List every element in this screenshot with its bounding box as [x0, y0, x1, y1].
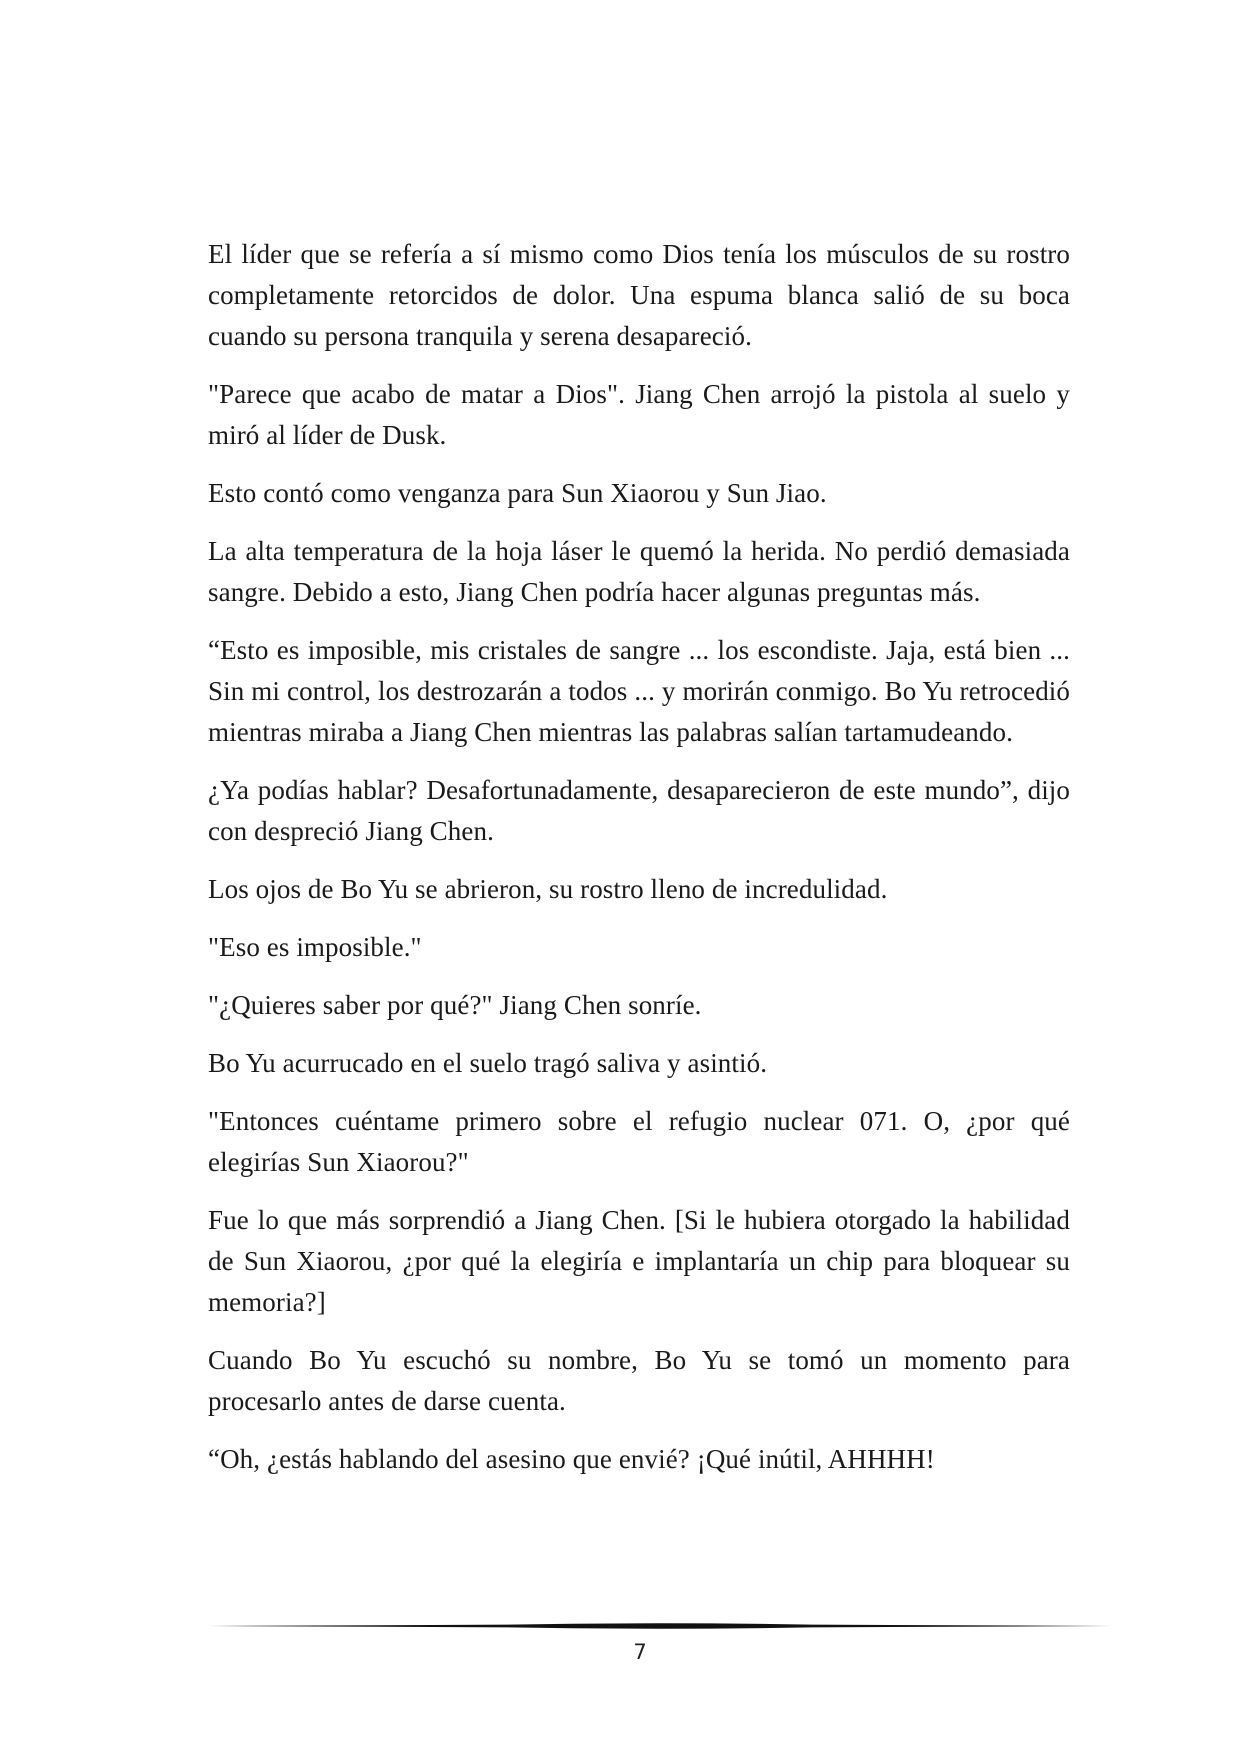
paragraph: “Esto es imposible, mis cristales de sangre ... los escondiste. Jaja, está bien ... Sin mi control, los destrozarán a todos ... y morirán conmigo. Bo Yu retrocedió mientras miraba a Jiang Chen mientras las palabras salían tartamudeando. [208, 635, 1070, 747]
footer-divider [208, 1619, 1112, 1633]
paragraph: “Oh, ¿estás hablando del asesino que envié? ¡Qué inútil, AHHHH! [208, 1444, 935, 1474]
paragraph: "¿Quieres saber por qué?" Jiang Chen sonríe. [208, 990, 702, 1020]
paragraph: El líder que se refería a sí mismo como Dios tenía los músculos de su rostro completamente retorcidos de dolor. Una espuma blanca salió de su boca cuando su persona tranquila y serena desapareció. [208, 239, 1070, 351]
paragraph: Cuando Bo Yu escuchó su nombre, Bo Yu se tomó un momento para procesarlo antes de darse cuenta. [208, 1345, 1070, 1416]
paragraph: Los ojos de Bo Yu se abrieron, su rostro lleno de incredulidad. [208, 874, 888, 904]
document-body [208, 234, 1070, 1497]
paragraph: "Entonces cuéntame primero sobre el refugio nuclear 071. O, ¿por qué elegirías Sun Xiaorou?" [208, 1106, 1070, 1177]
paragraph: Fue lo que más sorprendió a Jiang Chen. [Si le hubiera otorgado la habilidad de Sun Xiaorou, ¿por qué la elegiría e implantaría un chip para bloquear su memoria?] [208, 1205, 1070, 1317]
paragraph: Esto contó como venganza para Sun Xiaorou y Sun Jiao. [208, 478, 827, 508]
paragraph: Bo Yu acurrucado en el suelo tragó saliva y asintió. [208, 1048, 768, 1078]
paragraph: "Parece que acabo de matar a Dios". Jiang Chen arrojó la pistola al suelo y miró al líder de Dusk. [208, 379, 1070, 450]
paragraph: La alta temperatura de la hoja láser le quemó la herida. No perdió demasiada sangre. Debido a esto, Jiang Chen podría hacer algunas preguntas más. [208, 536, 1070, 607]
page-number: 7 [633, 1640, 647, 1664]
paragraph: "Eso es imposible." [208, 932, 422, 962]
paragraph: ¿Ya podías hablar? Desafortunadamente, desaparecieron de este mundo”, dijo con despreció Jiang Chen. [208, 775, 1070, 846]
